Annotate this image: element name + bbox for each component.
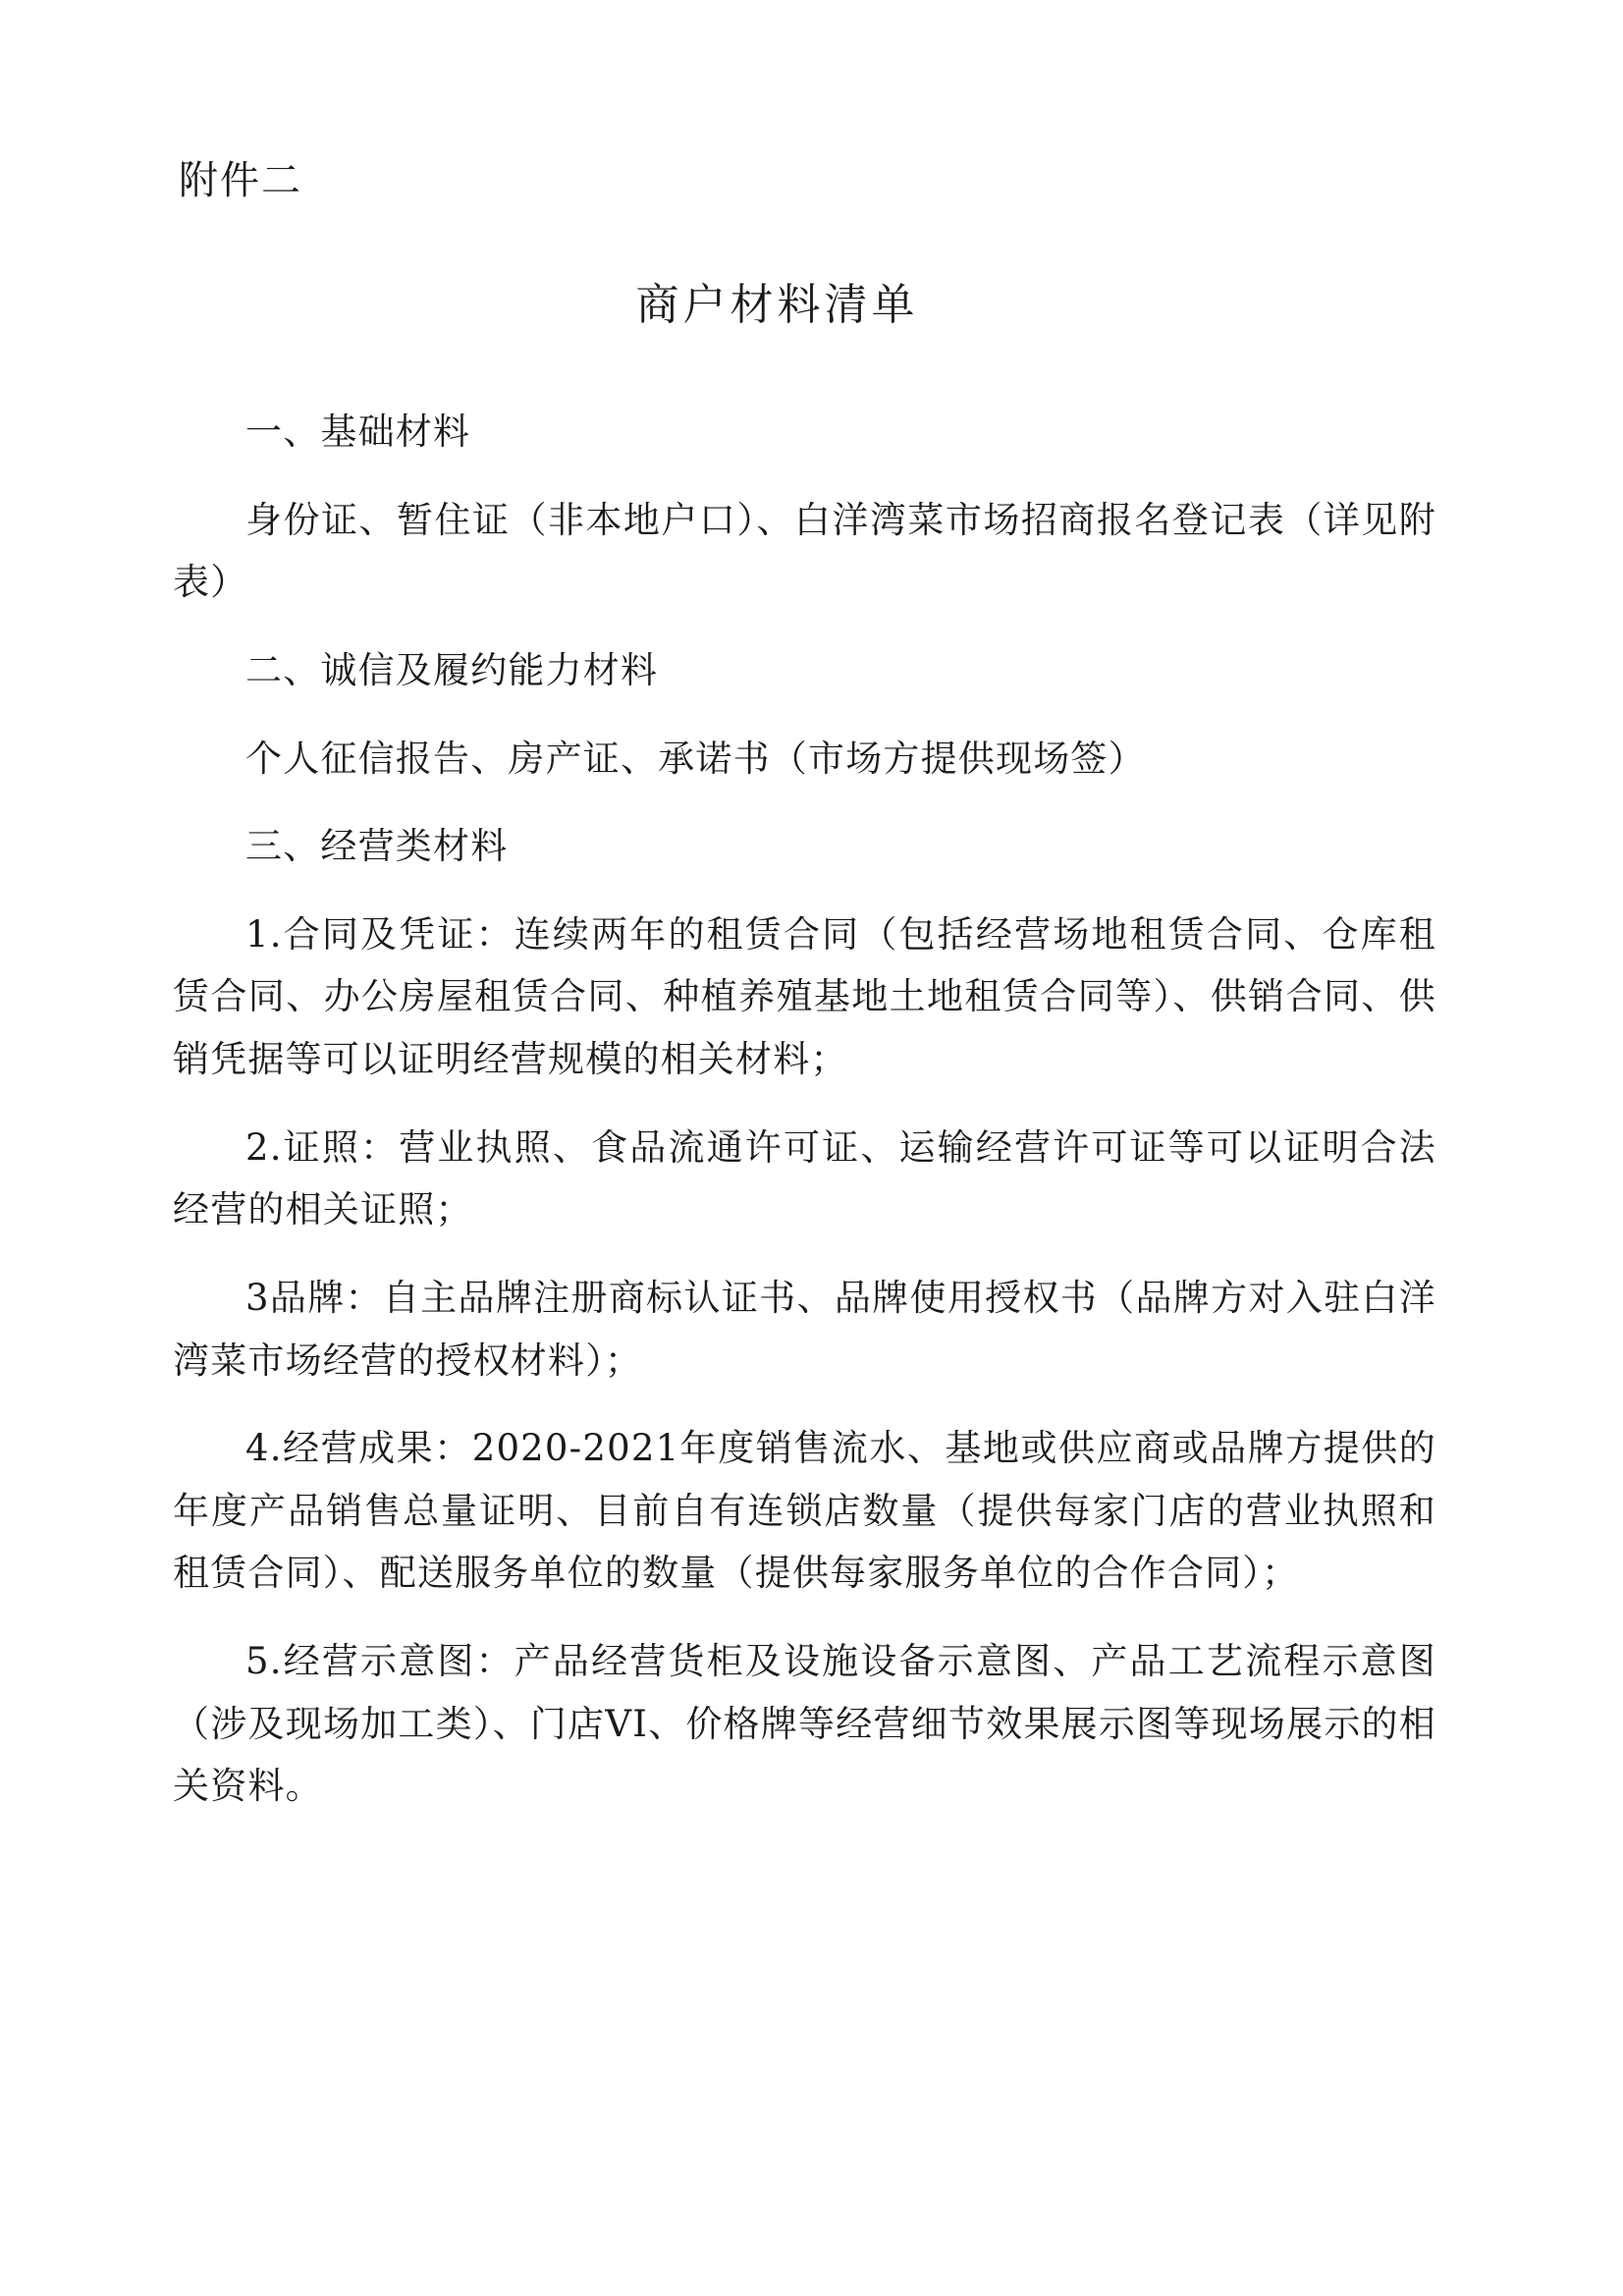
list-item-licenses: 2.证照：营业执照、食品流通许可证、运输经营许可证等可以证明合法经营的相关证照； — [173, 1125, 1436, 1231]
list-item-contracts: 1.合同及凭证：连续两年的租赁合同（包括经营场地租赁合同、仓库租赁合同、办公房屋租赁合同、种植养殖基地土地租赁合同等）、供销合同、供销凭据等可以证明经营规模的相关材料； — [173, 912, 1436, 1080]
document-body — [173, 401, 1450, 1818]
section-heading-operation: 三、经营类材料 — [245, 825, 509, 868]
section-heading-credit: 二、诚信及履约能力材料 — [245, 648, 659, 691]
list-item-performance: 4.经营成果：2020-2021年度销售流水、基地或供应商或品牌方提供的年度产品销售总量证明、目前自有连锁店数量（提供每家门店的营业执照和租赁合同）、配送服务单位的数量（提供每家服务单位的合作合同）； — [173, 1427, 1436, 1595]
section-body-basic: 身份证、暂住证（非本地户口）、白洋湾菜市场招商报名登记表（详见附表） — [173, 498, 1436, 604]
attachment-label: 附件二 — [179, 158, 302, 203]
section-body-credit: 个人征信报告、房产证、承诺书（市场方提供现场签） — [245, 737, 1146, 780]
list-item-brand: 3品牌：自主品牌注册商标认证书、品牌使用授权书（品牌方对入驻白洋湾菜市场经营的授权材料）； — [173, 1276, 1436, 1382]
list-item-diagrams: 5.经营示意图：产品经营货柜及设施设备示意图、产品工艺流程示意图（涉及现场加工类）、门店VI、价格牌等经营细节效果展示图等现场展示的相关资料。 — [173, 1640, 1436, 1808]
page-title: 商户材料清单 — [635, 280, 919, 330]
section-heading-basic: 一、基础材料 — [245, 410, 471, 453]
